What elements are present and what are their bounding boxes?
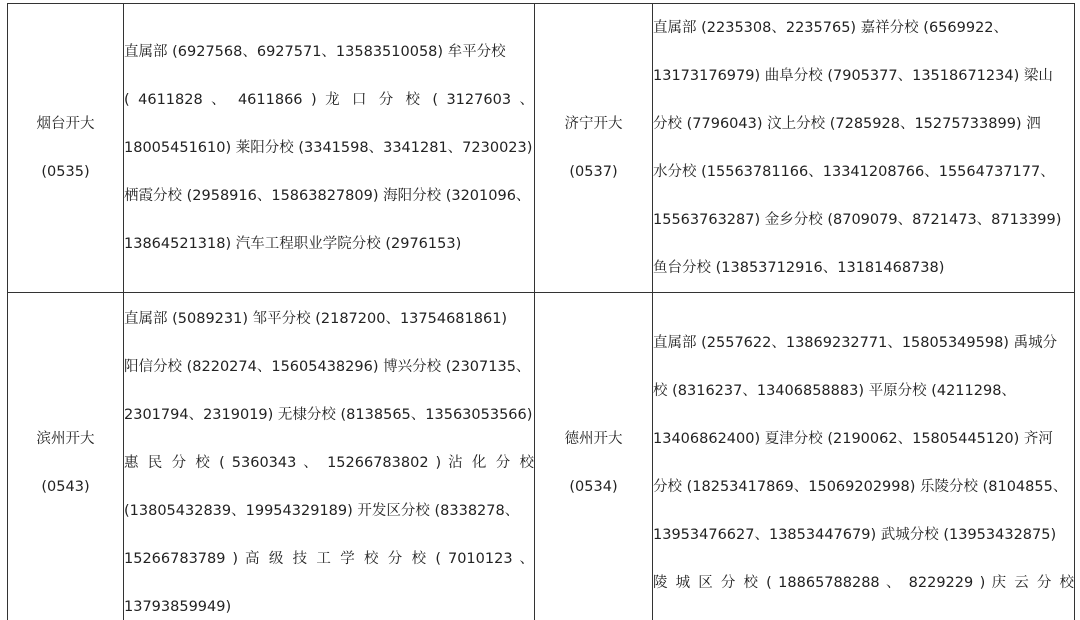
area-code: (0535) bbox=[41, 164, 90, 180]
table-row bbox=[8, 293, 1075, 620]
branch-line: 分校 (7796043) 汶上分校 (7285928、15275733899) 泗 bbox=[653, 116, 1041, 132]
branch-line: 13406862400) 夏津分校 (2190062、15805445120) 齐河 bbox=[653, 430, 1053, 447]
branch-line: 13173176979) 曲阜分校 (7905377、13518671234) 梁山 bbox=[653, 68, 1053, 84]
branch-list-cell bbox=[653, 293, 1075, 620]
branch-list-cell bbox=[124, 293, 535, 620]
branch-list-cell bbox=[653, 4, 1075, 293]
org-cell bbox=[535, 4, 653, 293]
branch-line: 直属部 (5089231) 邹平分校 (2187200、13754681861) bbox=[124, 310, 508, 327]
branch-line: 15563763287) 金乡分校 (8709079、8721473、8713399) bbox=[653, 212, 1062, 228]
branch-line: 分校 (18253417869、15069202998) 乐陵分校 (8104855、 bbox=[653, 478, 1068, 495]
branch-list-cell bbox=[124, 4, 535, 293]
branch-line: 18005451610) 莱阳分校 (3341598、3341281、7230023) bbox=[124, 140, 533, 156]
contact-table bbox=[7, 3, 1075, 620]
branch-line: 直属部 (2235308、2235765) 嘉祥分校 (6569922、 bbox=[653, 20, 1009, 36]
org-name: 烟台开大 bbox=[36, 116, 95, 132]
branch-line: 鱼台分校 (13853712916、13181468738) bbox=[653, 260, 945, 276]
org-cell bbox=[535, 293, 653, 620]
branch-line: ( 4611828 、 4611866 ) 龙 口 分 校 ( 3127603 、 bbox=[124, 92, 534, 108]
branch-line: 13864521318) 汽车工程职业学院分校 (2976153) bbox=[124, 236, 462, 252]
area-code: (0534) bbox=[569, 478, 618, 495]
org-cell bbox=[8, 293, 124, 620]
branch-line: 水分校 (15563781166、13341208766、15564737177、 bbox=[653, 164, 1055, 180]
org-name: 滨州开大 bbox=[36, 430, 95, 447]
area-code: (0537) bbox=[569, 164, 618, 180]
branch-line: 13953476627、13853447679) 武城分校 (13953432875) bbox=[653, 526, 1057, 543]
branch-line: 15266783789 ) 高 级 技 工 学 校 分 校 ( 7010123 、 bbox=[124, 550, 534, 567]
org-name: 德州开大 bbox=[564, 430, 623, 447]
org-cell bbox=[8, 4, 124, 293]
table-row bbox=[8, 4, 1075, 293]
branch-line: (13805432839、19954329189) 开发区分校 (8338278、 bbox=[124, 502, 520, 519]
area-code: (0543) bbox=[41, 478, 90, 495]
branch-line: 直属部 (2557622、13869232771、15805349598) 禹城分 bbox=[653, 334, 1058, 351]
branch-line: 栖霞分校 (2958916、15863827809) 海阳分校 (3201096、 bbox=[124, 188, 531, 204]
branch-line: 2301794、2319019) 无棣分校 (8138565、13563053566) bbox=[124, 406, 533, 423]
branch-line: 陵 城 区 分 校 ( 18865788288 、 8229229 ) 庆 云 分 校 bbox=[653, 574, 1074, 591]
branch-line: 惠 民 分 校 ( 5360343 、 15266783802 ) 沾 化 分 校 bbox=[124, 454, 534, 471]
branch-line: 校 (8316237、13406858883) 平原分校 (4211298、 bbox=[653, 382, 1016, 399]
org-name: 济宁开大 bbox=[564, 116, 623, 132]
branch-line: 阳信分校 (8220274、15605438296) 博兴分校 (2307135、 bbox=[124, 358, 531, 375]
branch-line: 直属部 (6927568、6927571、13583510058) 牟平分校 bbox=[124, 44, 506, 60]
branch-line: 13793859949) bbox=[124, 598, 232, 615]
